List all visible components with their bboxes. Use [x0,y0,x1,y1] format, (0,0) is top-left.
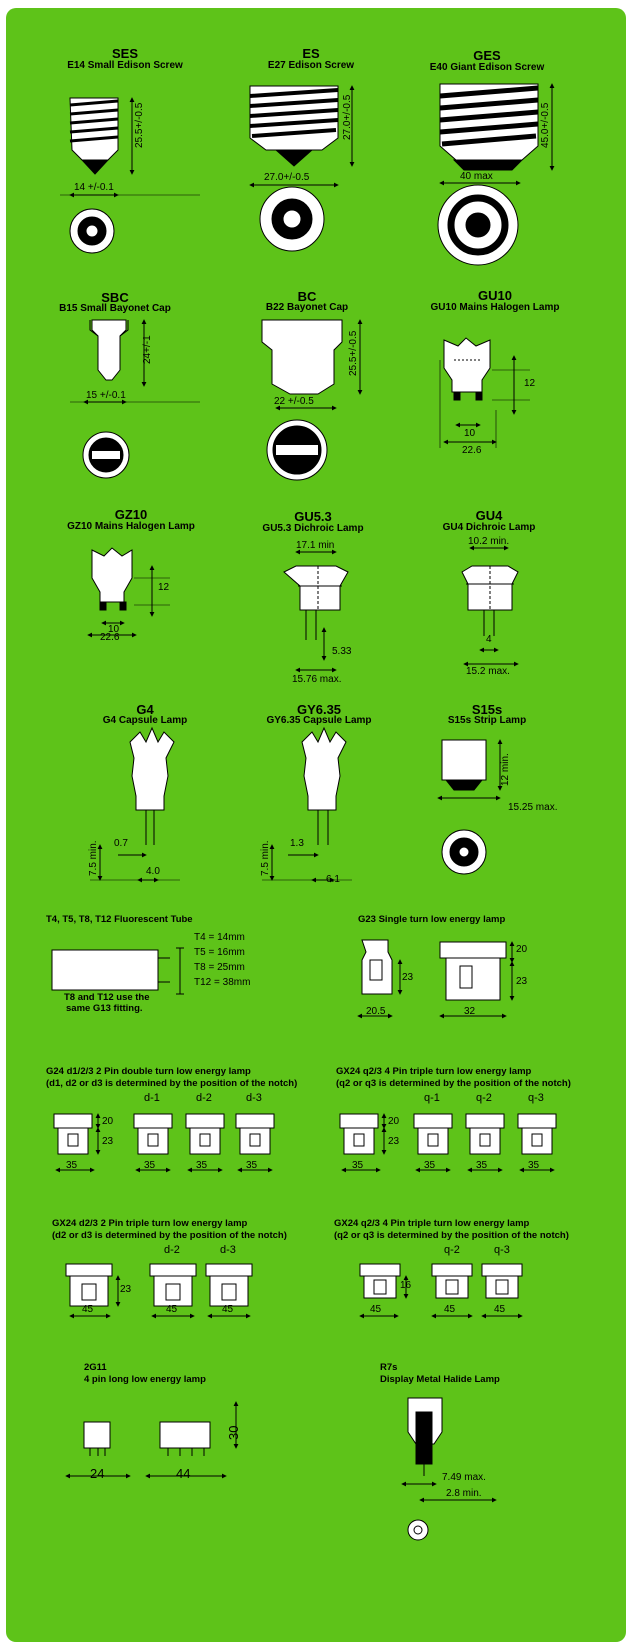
s15s-drawing [438,740,500,874]
gu4-name: GU4 Dichroic Lamp [442,522,536,533]
s15s-code: S15s [471,702,503,717]
tube-note-2: same G13 fitting. [66,1003,143,1014]
gx24q-variant-3: q-3 [528,1092,544,1104]
gy635-p2: 6.1 [326,874,340,885]
gy635-name: GY6.35 Capsule Lamp [266,715,372,726]
tube-note-1: T8 and T12 use the [64,992,150,1003]
gx24d23-h: 23 [120,1284,132,1295]
ses-drawing [60,98,200,253]
gx24q23-variant-1: q-2 [444,1244,460,1256]
gx24q23-note: (q2 or q3 is determined by the position of the notch) [334,1230,569,1241]
g11-drawing [66,1402,236,1476]
g24-variant-2: d-2 [196,1092,212,1104]
g23-d2: 20 [516,944,528,955]
gz10-pin: 10 [108,624,120,635]
r7s-code: R7s [380,1362,398,1373]
gx24d23-title: GX24 d2/3 2 Pin triple turn low energy lamp [52,1218,248,1229]
gu4-bottom: 15.2 max. [466,666,510,677]
gx24q-w2: 35 [424,1160,436,1171]
g4-h: 7.5 min. [88,840,99,876]
gu53-top: 17.1 min [296,540,335,551]
gu10-drawing [440,338,530,448]
tube-title: T4, T5, T8, T12 Fluorescent Tube [46,914,193,925]
tube-size-3: T8 = 25mm [194,962,245,973]
es-width: 27.0+/-0.5 [264,172,310,183]
tube-size-4: T12 = 38mm [194,977,251,988]
gz10-w: 22.6 [100,632,120,643]
g24-drawing [54,1114,274,1170]
gu53-name: GU5.3 Dichroic Lamp [262,523,364,534]
ses-height: 25.5+/-0.5 [134,102,145,148]
gx24q23-w1: 45 [370,1304,382,1315]
gy635-h: 7.5 min. [260,840,271,876]
ges-code: GES [473,48,501,63]
gx24q-note: (q2 or q3 is determined by the position of the notch) [336,1078,571,1089]
gx24q-h2: 23 [388,1136,400,1147]
gx24q23-title: GX24 q2/3 4 Pin triple turn low energy lamp [334,1218,530,1229]
g23-w2: 32 [464,1006,476,1017]
g11-h: 30 [226,1425,241,1440]
gx24q-title: GX24 q2/3 4 Pin triple turn low energy lamp [336,1066,532,1077]
gu53-code: GU5.3 [294,509,332,524]
r7s-drawing [402,1398,496,1540]
s15s-h: 12 min. [500,753,511,786]
gx24d23-variant-1: d-2 [164,1244,180,1256]
g24-h1: 20 [102,1116,114,1127]
ses-code: SES [111,46,138,61]
g24-h2: 23 [102,1136,114,1147]
gx24q23-h: 16 [400,1280,412,1291]
gx24q-w4: 35 [528,1160,540,1171]
ges-name: E40 Giant Edison Screw [429,62,545,73]
g11-w2: 44 [176,1466,191,1481]
r7s-name: Display Metal Halide Lamp [380,1374,500,1385]
ges-drawing [438,84,552,265]
gx24q-h1: 20 [388,1116,400,1127]
s15s-w: 15.25 max. [508,802,558,813]
ses-width: 14 +/-0.1 [74,182,114,193]
bc-name: B22 Bayonet Cap [265,302,349,313]
gu10-pin: 10 [464,428,476,439]
gu10-name: GU10 Mains Halogen Lamp [430,302,560,313]
sbc-height: 24+/-1 [142,335,153,364]
gu10-code: GU10 [478,288,512,303]
g4-name: G4 Capsule Lamp [102,715,188,726]
g23-w1: 20.5 [366,1006,386,1017]
gx24q-w3: 35 [476,1160,488,1171]
g23-title: G23 Single turn low energy lamp [358,914,506,925]
bc-width: 22 +/-0.5 [274,396,314,407]
gu10-w: 22.6 [462,445,482,456]
g24-w4: 35 [246,1160,258,1171]
tube-size-2: T5 = 16mm [194,947,245,958]
gx24q23-w2: 45 [444,1304,456,1315]
g4-drawing [90,728,180,880]
gx24d23-w2: 45 [166,1304,178,1315]
sbc-width: 15 +/-0.1 [86,390,126,401]
gx24q-w1: 35 [352,1160,364,1171]
gx24d23-w3: 45 [222,1304,234,1315]
g11-code: 2G11 [84,1362,107,1373]
gx24q-variant-1: q-1 [424,1092,440,1104]
ges-height: 45.0+/-0.5 [540,102,551,148]
sbc-code: SBC [101,290,129,305]
bc-code: BC [297,289,317,304]
g24-w1: 35 [66,1160,78,1171]
gz10-h: 12 [158,582,170,593]
g24-w3: 35 [196,1160,208,1171]
gx24d23-note: (d2 or d3 is determined by the position of the notch) [52,1230,287,1241]
gx24q23-w3: 45 [494,1304,506,1315]
gx24q-variant-2: q-2 [476,1092,492,1104]
g24-variant-3: d-3 [246,1092,262,1104]
gx24q23-variant-2: q-3 [494,1244,510,1256]
g11-w1: 24 [90,1466,105,1481]
g24-title: G24 d1/2/3 2 Pin double turn low energy lamp [46,1066,251,1077]
g11-name: 4 pin long low energy lamp [84,1374,206,1385]
es-code: ES [302,46,320,61]
g24-variant-1: d-1 [144,1092,160,1104]
gu4-pin: 4 [486,634,492,645]
gz10-name: GZ10 Mains Halogen Lamp [67,521,195,532]
gu10-h: 12 [524,378,536,389]
g23-d3: 23 [516,976,528,987]
gx24d23-variant-2: d-3 [220,1244,236,1256]
ses-name: E14 Small Edison Screw [67,60,183,71]
gu4-code: GU4 [475,508,503,523]
gy635-code: GY6.35 [296,702,342,717]
gu4-drawing [462,548,518,664]
sbc-name: B15 Small Bayonet Cap [59,303,171,314]
g4-p2: 4.0 [146,866,160,877]
gy635-drawing [262,728,352,880]
tube-drawing [52,948,184,994]
es-name: E27 Edison Screw [267,60,355,71]
g24-note: (d1, d2 or d3 is determined by the position of the notch) [46,1078,298,1089]
s15s-name: S15s Strip Lamp [447,715,527,726]
es-height: 27.0+/-0.5 [342,94,353,140]
g23-drawing [358,940,512,1016]
ges-width: 40 max [460,171,493,182]
gu4-top: 10.2 min. [468,536,510,547]
gx24q-drawing [340,1114,556,1170]
g24-w2: 35 [144,1160,156,1171]
bc-height: 25.5+/-0.5 [348,330,359,376]
gu53-bottom: 15.76 max. [292,674,342,685]
g4-code: G4 [136,702,154,717]
gx24d23-w1: 45 [82,1304,94,1315]
gu53-pin: 5.33 [332,646,352,657]
g4-p1: 0.7 [114,838,128,849]
gy635-p1: 1.3 [290,838,304,849]
r7s-d1: 7.49 max. [442,1472,486,1483]
es-drawing [250,86,352,251]
g23-d1: 23 [402,972,414,983]
gz10-code: GZ10 [114,507,148,522]
r7s-d2: 2.8 min. [446,1488,482,1499]
tube-size-1: T4 = 14mm [194,932,245,943]
